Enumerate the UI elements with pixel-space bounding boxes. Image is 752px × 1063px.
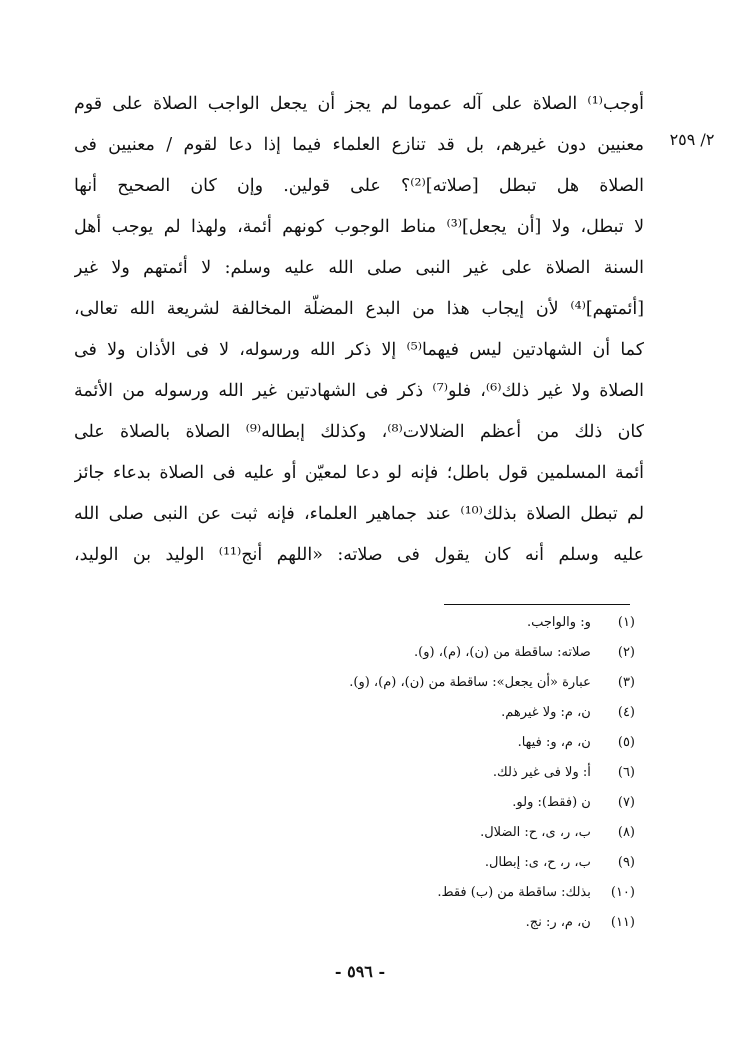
- footnote-item: [349, 728, 635, 758]
- footnote-number: (١): [617, 615, 635, 630]
- footnote-item: [349, 608, 635, 638]
- footnote-text: ن، م، و: فيها.: [517, 735, 591, 750]
- footnote-item: [349, 818, 635, 848]
- page-number: - ٥٩٦ -: [334, 962, 386, 981]
- footnote-item: [349, 848, 635, 878]
- footnote-number: (٨): [617, 825, 635, 840]
- footnote-divider: [444, 604, 630, 605]
- footnotes-list: [349, 608, 635, 938]
- main-text-body: [74, 84, 644, 576]
- footnote-text: ب، ر، ح، ى: إبطال.: [484, 855, 591, 870]
- text-line: كما أن الشهادتين ليس فيهما⁽⁵⁾ إلا ذكر الله ورسوله، لا فى الأذان ولا فى: [74, 340, 644, 360]
- text-line: الصلاة هل تبطل [صلاته]⁽²⁾؟ على قولين. وإن كان الصحيح أنها: [74, 176, 644, 196]
- footnote-item: [349, 638, 635, 668]
- footnote-text: صلاته: ساقطة من (ن)، (م)، (و).: [414, 645, 591, 660]
- footnote-text: ن، م، ر: نج.: [525, 915, 591, 930]
- footnote-number: (٦): [617, 765, 635, 780]
- footnote-text: و: والواجب.: [526, 615, 591, 630]
- footnote-item: [349, 698, 635, 728]
- text-line: كان ذلك من أعظم الضلالات⁽⁸⁾، وكذلك إبطاله⁽⁹⁾ الصلاة بالصلاة على: [74, 422, 644, 442]
- footnote-number: (٩): [617, 855, 635, 870]
- text-line: لا تبطل، ولا [أن يجعل]⁽³⁾ مناط الوجوب كونهم أئمة، ولهذا لم يوجب أهل: [74, 217, 644, 237]
- footnote-text: ن (فقط): ولو.: [512, 795, 591, 810]
- text-line: أوجب⁽¹⁾ الصلاة على آله عموما لم يجز أن يجعل الواجب الصلاة على قوم: [74, 94, 644, 114]
- text-line: الصلاة ولا غير ذلك⁽⁶⁾، فلو⁽⁷⁾ ذكر فى الشهادتين غير الله ورسوله من الأئمة: [74, 381, 644, 401]
- text-line: عليه وسلم أنه كان يقول فى صلاته: «اللهم أنج⁽¹¹⁾ الوليد بن الوليد،: [74, 545, 644, 565]
- footnote-text: ن، م: ولا غيرهم.: [501, 705, 591, 720]
- text-line: [أئمتهم]⁽⁴⁾ لأن إيجاب هذا من البدع المضلّة المخالفة لشريعة الله تعالى،: [74, 299, 644, 319]
- footnote-item: [349, 758, 635, 788]
- footnote-item: [349, 878, 635, 908]
- text-line: معنيين دون غيرهم، بل قد تنازع العلماء فيما إذا دعا لقوم / معنيين فى: [74, 135, 644, 155]
- footnote-text: عبارة «أن يجعل»: ساقطة من (ن)، (م)، (و).: [349, 675, 591, 690]
- footnote-item: [349, 788, 635, 818]
- footnote-number: (٤): [617, 705, 635, 720]
- footnote-number: (٣): [617, 675, 635, 690]
- footnote-text: بذلك: ساقطة من (ب) فقط.: [437, 885, 591, 900]
- footnote-number: (٥): [617, 735, 635, 750]
- footnote-number: (١٠): [610, 885, 635, 900]
- footnote-item: [349, 668, 635, 698]
- footnote-item: [349, 908, 635, 938]
- text-line: أئمة المسلمين قول باطل؛ فإنه لو دعا لمعيّن أو عليه فى الصلاة بدعاء جائز: [74, 463, 644, 483]
- text-line: السنة الصلاة على غير النبى صلى الله عليه وسلم: لا أئمتهم ولا غير: [74, 258, 644, 278]
- footnote-number: (٧): [617, 795, 635, 810]
- margin-volume-page-reference: ٢/ ٢٥٩: [669, 130, 715, 149]
- text-line: لم تبطل الصلاة بذلك⁽¹⁰⁾ عند جماهير العلماء، فإنه ثبت عن النبى صلى الله: [74, 504, 644, 524]
- footnote-text: أ: ولا فى غير ذلك.: [492, 765, 591, 780]
- footnote-number: (١١): [610, 915, 635, 930]
- footnote-text: ب، ر، ى، ح: الضلال.: [480, 825, 591, 840]
- footnote-number: (٢): [617, 645, 635, 660]
